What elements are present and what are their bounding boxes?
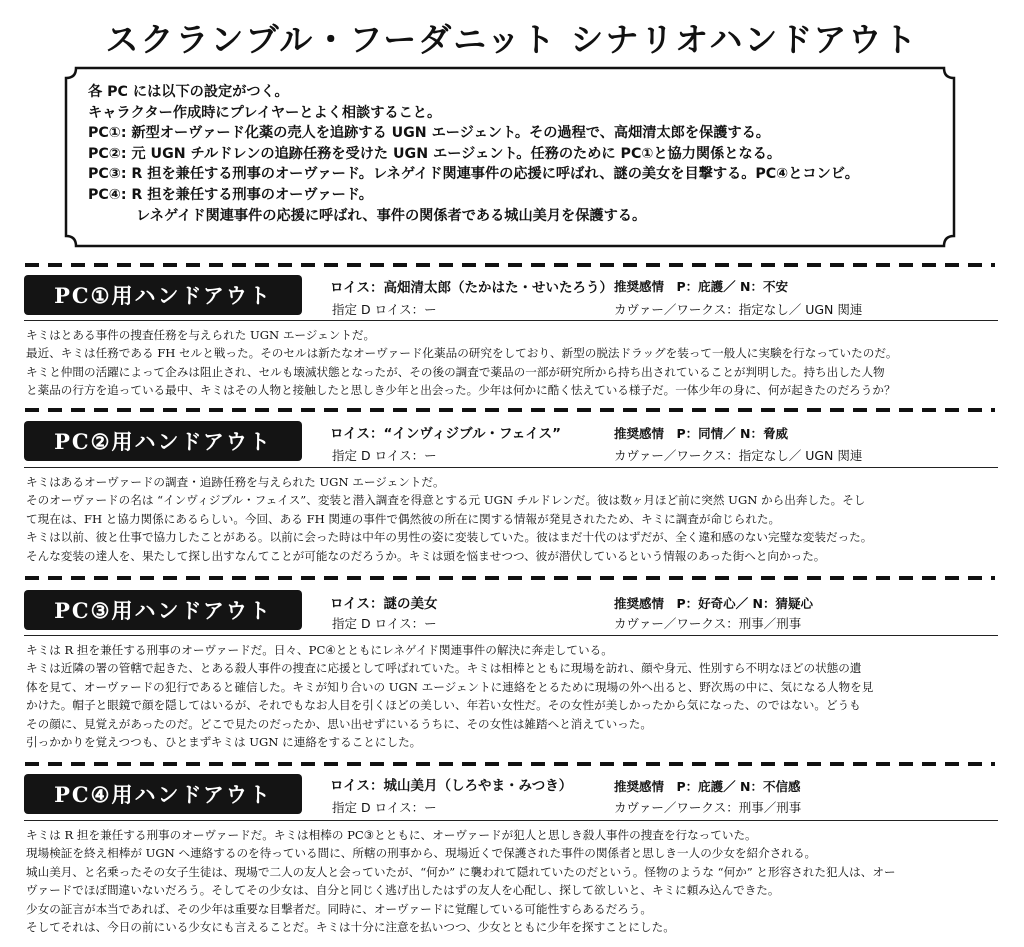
pc3-designated-lois: 指定 D ロイス：ー — [332, 616, 437, 631]
intro-line: レネゲイド関連事件の応援に呼ばれ、事件の関係者である城山美月を保護する。 — [136, 207, 647, 224]
body-line: て現在は、FH と協力関係にあるらしい。今回、ある FH 関連の事件で偶然彼の所在に関する情報が発見されたため、キミに調査が命じられた。 — [26, 511, 781, 526]
body-line: かけた。帽子と眼鏡で顔を隠してはいるが、それでもなお人目を引くほどの美しい、年若い女性だ。その女性が美しかったから気になった、のではない。どうも — [26, 698, 861, 713]
intro-line: PC③: R 担を兼任する刑事のオーヴァード。レネゲイド関連事件の応援に呼ばれ、謎の美女を目撃する。PC④とコンビ。 — [88, 166, 859, 183]
intro-line: 各 PC には以下の設定がつく。 — [88, 84, 289, 100]
body-line: その顔に、見覚えがあったのだ。どこで見たのだったか、思い出せずにいるうちに、その女性は雑踏へと消えていった。 — [26, 716, 652, 731]
divider — [24, 467, 998, 468]
page-title: スクランブル・フーダニット シナリオハンドアウト — [105, 20, 919, 59]
pc2-designated-lois: 指定 D ロイス：ー — [332, 448, 437, 463]
pc3-cover-works: カヴァー／ワークス：刑事／刑事 — [614, 616, 802, 631]
dashed-separator — [25, 576, 995, 580]
divider — [24, 820, 998, 821]
pc4-body — [26, 826, 998, 936]
pc4-designated-lois: 指定 D ロイス：ー — [332, 800, 437, 815]
body-line: そんな変装の達人を、果たして探し出すなんてことが可能なのだろうか。キミは頭を悩ませつつ、彼が潜伏しているという情報のあった街へと向かった。 — [26, 548, 826, 563]
pc1-cover-works: カヴァー／ワークス：指定なし／ UGN 関連 — [614, 302, 863, 317]
dashed-separator — [25, 408, 995, 412]
body-line: 体を見て、オーヴァードの犯行であると確信した。キミが知り合いの UGN エージェントに連絡をとるために現場の外へ出ると、野次馬の中に、気になる人物を見 — [26, 679, 874, 694]
body-line: そのオーヴァードの名は “インヴィジブル・フェイス”、変装と潜入調査を得意とする元 UGN チルドレンだ。彼は数ヶ月ほど前に突然 UGN から出奔した。そし — [26, 493, 866, 508]
pc2-cover-works: カヴァー／ワークス：指定なし／ UGN 関連 — [614, 448, 863, 463]
pc3-emotion: 推奨感情 P：好奇心／ N：猜疑心 — [614, 596, 813, 611]
pc4-lois: ロイス：城山美月（しろやま・みつき） — [330, 778, 573, 794]
body-line: 引っかかりを覚えつつも、ひとまずキミは UGN に連絡をすることにした。 — [26, 735, 422, 750]
body-line: そしてそれは、今日の前にいる少女にも言えることだ。キミは十分に注意を払いつつ、少女とともに少年を探すことにした。 — [26, 920, 675, 935]
dashed-separator — [25, 263, 995, 267]
pc1-emotion: 推奨感情 P：庇護／ N：不安 — [614, 279, 788, 294]
body-line: 少女の証言が本当であれば、その少年は重要な目撃者だ。同時に、オーヴァードに覚醒している可能性すらあるだろう。 — [26, 901, 652, 916]
divider — [24, 320, 998, 321]
pc3-lois: ロイス：謎の美女 — [330, 596, 438, 612]
body-line: と薬品の行方を追っている最中、キミはその人物と接触したと思しき少年と出会った。少年は何かに酷く怯えている様子だ。一体少年の身に、何が起きたのだろうか？ — [26, 383, 896, 398]
intro-line: PC①: 新型オーヴァード化薬の売人を追跡する UGN エージェント。その過程で、高畑清太郎を保護する。 — [88, 125, 770, 142]
intro-line: PC④: R 担を兼任する刑事のオーヴァード。 — [88, 186, 373, 203]
pc1-handout-header: PC①用ハンドアウト — [24, 275, 302, 315]
body-line: 最近、キミは任務である FH セルと戦った。そのセルは新たなオーヴァード化薬品の研究をしており、新型の脱法ドラッグを装って一般人に実験を行なっていたのだ。 — [26, 346, 898, 361]
dashed-separator — [25, 762, 995, 766]
pc3-handout-header: PC③用ハンドアウト — [24, 590, 302, 630]
body-line: 現場検証を終え相棒が UGN へ連絡するのを待っている間に、所轄の刑事から、現場近くで保護された事件の関係者と思しき一人の少女を紹介される。 — [26, 846, 817, 861]
pc1-body — [26, 326, 998, 400]
pc2-handout-header: PC②用ハンドアウト — [24, 421, 302, 461]
intro-text — [88, 82, 948, 226]
body-line: キミは R 担を兼任する刑事のオーヴァードだ。キミは相棒の PC③とともに、オーヴァードが犯人と思しき殺人事件の捜査を行なっていた。 — [26, 828, 757, 842]
intro-line: PC②: 元 UGN チルドレンの追跡任務を受けた UGN エージェント。任務のために PC①と協力関係となる。 — [88, 145, 782, 162]
divider — [24, 635, 998, 636]
body-line: キミはあるオーヴァードの調査・追跡任務を与えられた UGN エージェントだ。 — [26, 475, 445, 489]
body-line: キミと仲間の活躍によって企みは阻止され、セルも壊滅状態となったが、その後の調査で薬品の一部が研究所から持ち出されていることが判明した。持ち出した人物 — [26, 364, 885, 379]
pc2-emotion: 推奨感情 P：同情／ N：脅威 — [614, 426, 788, 441]
body-line: 城山美月、と名乗ったその女子生徒は、現場で二人の友人と会っていたが、“何か” に襲われて隠れていたのだという。怪物のような “何か” と形容された犯人は、オー — [26, 864, 896, 879]
pc1-lois: ロイス：高畑清太郎（たかはた・せいたろう） — [330, 280, 613, 296]
pc3-body — [26, 641, 998, 751]
body-line: キミは R 担を兼任する刑事のオーヴァードだ。日々、PC④とともにレネゲイド関連事件の解決に奔走している。 — [26, 643, 613, 657]
body-line: キミはとある事件の捜査任務を与えられた UGN エージェントだ。 — [26, 328, 376, 342]
pc4-emotion: 推奨感情 P：庇護／ N：不信感 — [614, 779, 801, 794]
pc2-lois: ロイス：“インヴィジブル・フェイス” — [330, 426, 562, 442]
body-line: キミは近隣の署の管轄で起きた、とある殺人事件の捜査に応援として呼ばれていた。キミは相棒とともに現場を訪れ、顔や身元、性別すら不明なほどの状態の遺 — [26, 661, 862, 676]
body-line: キミは以前、彼と仕事で協力したことがある。以前に会った時は中年の男性の姿に変装していた。彼はまだ十代のはずだが、全く違和感のない完璧な変装だった。 — [26, 530, 873, 545]
intro-line: キャラクター作成時にプレイヤーとよく相談すること。 — [88, 104, 442, 121]
pc4-handout-header: PC④用ハンドアウト — [24, 774, 302, 814]
pc1-designated-lois: 指定 D ロイス：ー — [332, 302, 437, 317]
body-line: ヴァードでほぼ間違いないだろう。そしてその少女は、自分と同じく逃げ出したはずの友人を心配し、探して欲しいと、キミに頼み込んできた。 — [26, 883, 780, 898]
pc2-body — [26, 473, 998, 565]
pc4-cover-works: カヴァー／ワークス：刑事／刑事 — [614, 800, 802, 815]
